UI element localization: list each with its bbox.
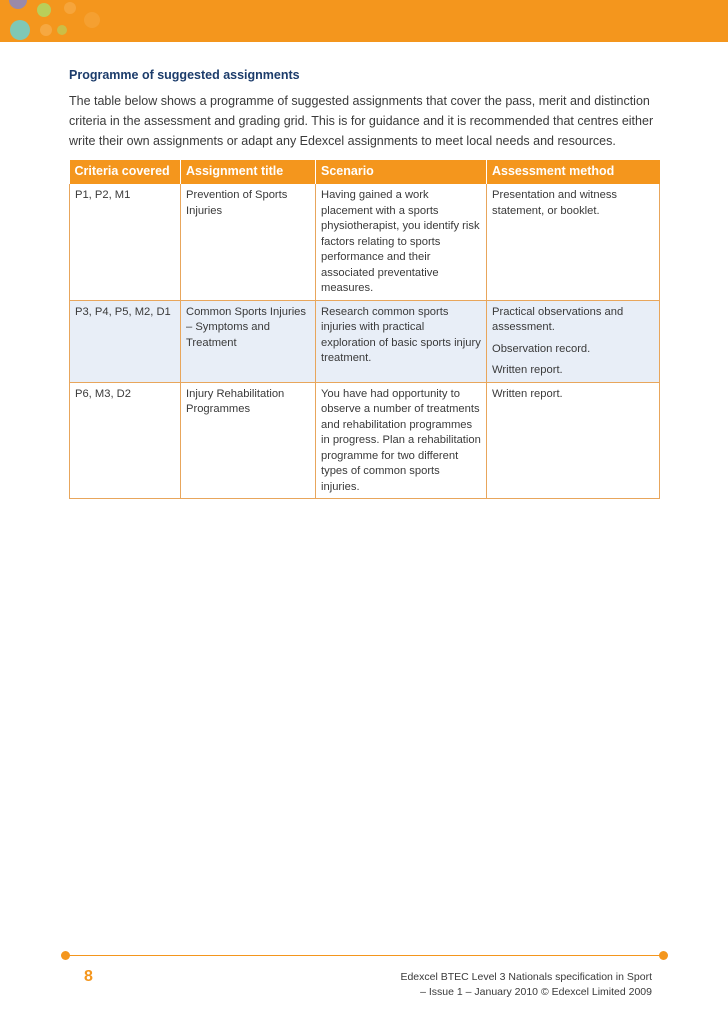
footer-line-2: – Issue 1 – January 2010 © Edexcel Limited 2009: [420, 986, 652, 998]
table-header-row: [70, 160, 660, 184]
cell-criteria: P6, M3, D2: [70, 382, 181, 499]
cell-criteria: P1, P2, M1: [70, 184, 181, 300]
intro-paragraph: The table below shows a programme of suggested assignments that cover the pass, merit and distinction criteria in the assessment and grading grid. This is for guidance and it is recommended that centres either write their own assignments or adapt any Edexcel assignments to meet local needs and resources.: [69, 94, 654, 148]
page-number: 8: [84, 968, 93, 985]
section-title: Programme of suggested assignments: [69, 68, 300, 82]
footer-line-1: Edexcel BTEC Level 3 Nationals specification in Sport: [400, 971, 652, 983]
cell-method: [487, 300, 660, 382]
decorative-circles-icon: [0, 0, 120, 42]
footer-citation: [352, 970, 652, 1000]
header-criteria: Criteria covered: [70, 160, 181, 184]
table-row: [70, 184, 660, 300]
method-item: Written report.: [492, 387, 563, 400]
method-item: Presentation and witness statement, or booklet.: [492, 189, 618, 217]
table-row: [70, 300, 660, 382]
header-assignment-title: Assignment title: [181, 160, 316, 184]
footer-rule: [65, 955, 663, 956]
cell-scenario: Research common sports injuries with practical exploration of basic sports injury treatment.: [316, 300, 487, 382]
cell-title: Injury Rehabilitation Programmes: [181, 382, 316, 499]
footer-rule-end-dot-icon: [659, 951, 668, 960]
header-scenario: Scenario: [316, 160, 487, 184]
cell-method: [487, 382, 660, 499]
header-assessment-method: Assessment method: [487, 160, 660, 184]
cell-criteria: P3, P4, P5, M2, D1: [70, 300, 181, 382]
method-item: Observation record.: [492, 342, 591, 355]
cell-title: Prevention of Sports Injuries: [181, 184, 316, 300]
table-row: [70, 382, 660, 499]
method-item: Practical observations and assessment.: [492, 305, 624, 333]
cell-scenario: Having gained a work placement with a sports physiotherapist, you identify risk factors relating to sports performance and their associated preventative measures.: [316, 184, 487, 300]
footer-rule-end-dot-icon: [61, 951, 70, 960]
cell-method: [487, 184, 660, 300]
assignments-table: [69, 160, 660, 499]
method-item: Written report.: [492, 364, 563, 376]
cell-title: Common Sports Injuries – Symptoms and Treatment: [181, 300, 316, 382]
cell-scenario: You have had opportunity to observe a number of treatments and rehabilitation programmes in progress. Plan a rehabilitation programme for two different types of common sports injuries.: [316, 382, 487, 499]
